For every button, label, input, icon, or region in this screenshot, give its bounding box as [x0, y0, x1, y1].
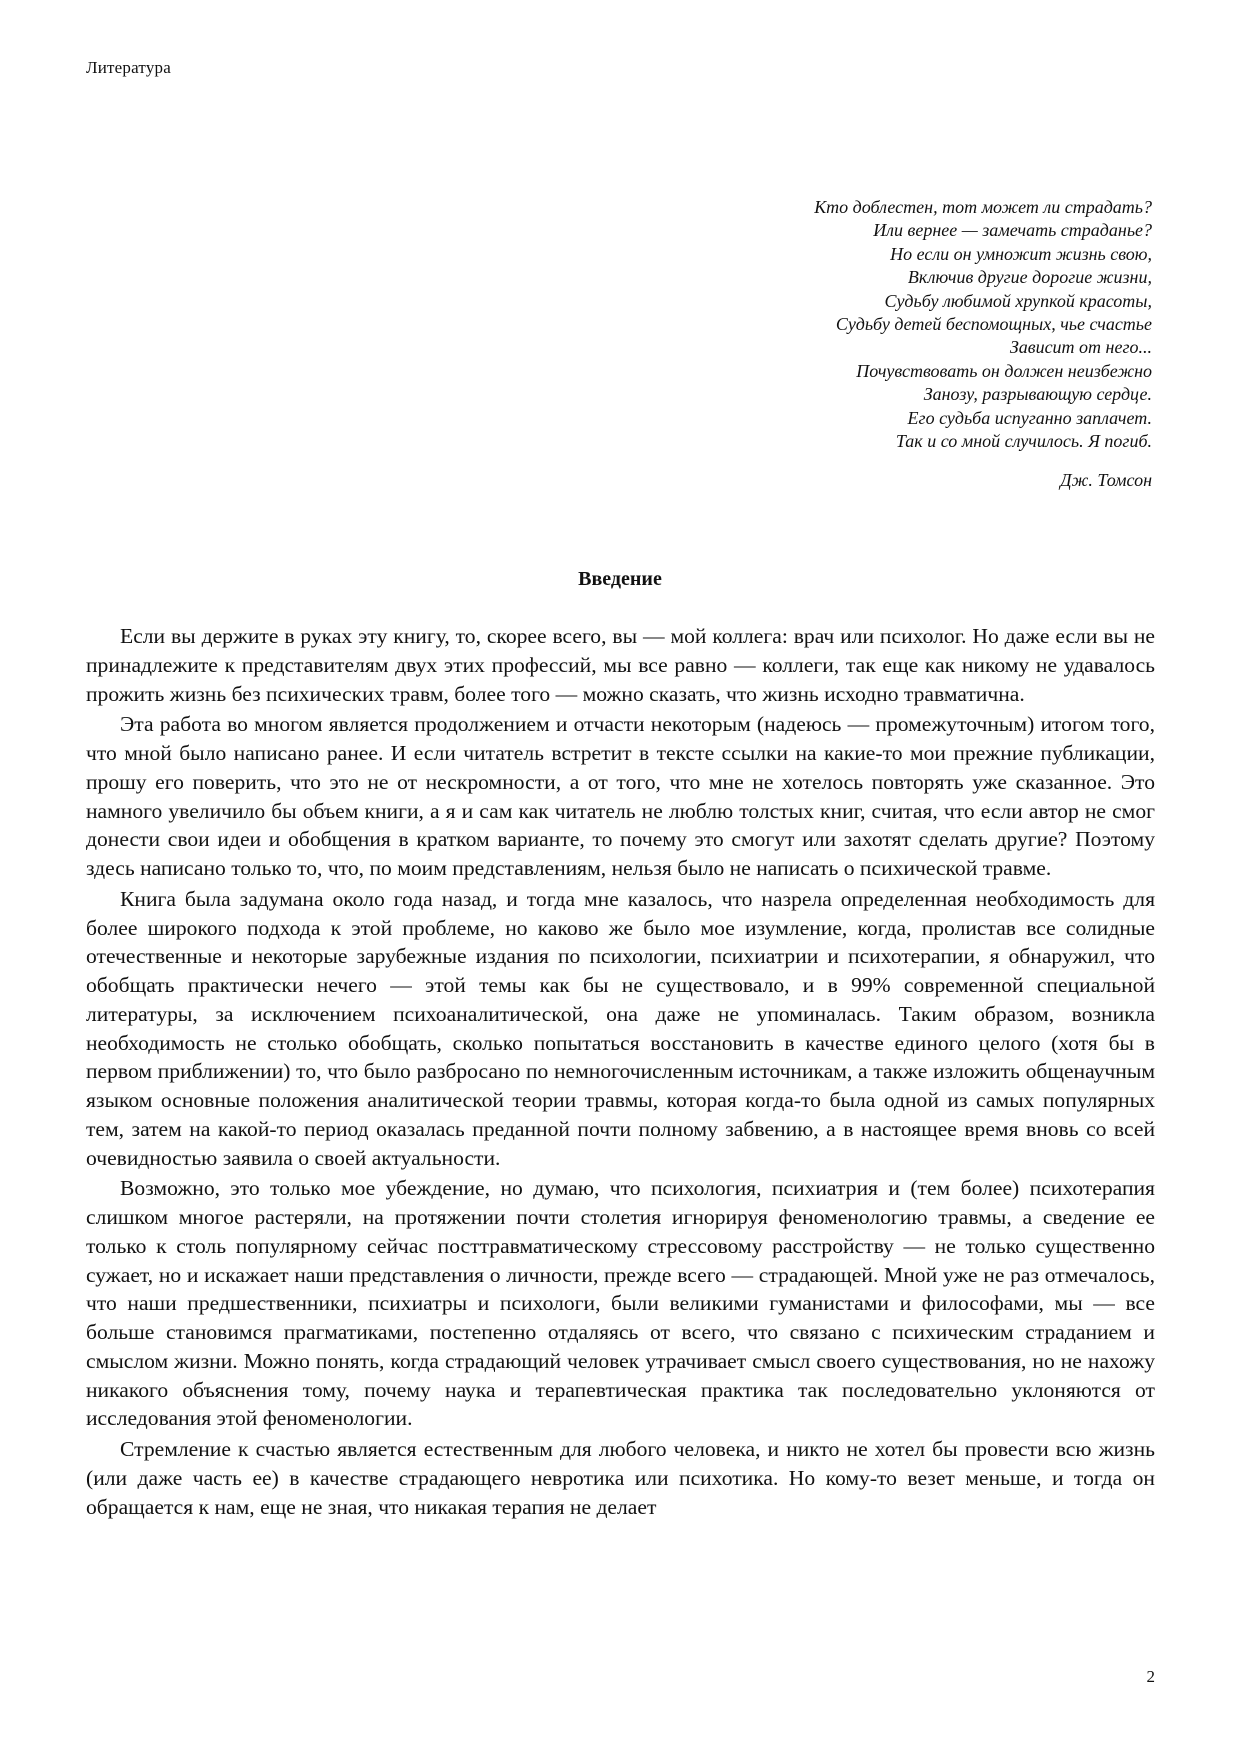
epigraph-line: Кто доблестен, тот может ли страдать? [814, 197, 1152, 217]
page-number: 2 [1146, 1667, 1155, 1686]
paragraph: Книга была задумана около года назад, и тогда мне казалось, что назрела определенная необходимость для более широкого подхода к этой проблеме, но каково же было мое изумление, когда, пролистав все солидные отечественные и некоторые зарубежные издания по психологии, психиатрии и психотерапии, я обнаружил, что обобщать практически нечего — этой темы как бы не существовало, и в 99% современной специальной литературы, за исключением психоаналитической, она даже не упоминалась. Таким образом, возникла необходимость не столько обобщать, сколько попытаться восстановить в качестве единого целого (хотя бы в первом приближении) то, что было разбросано по немногочисленным источникам, а также изложить общенаучным языком основные положения аналитической теории травмы, которая когда-то была одной из самых популярных тем, затем на какой-то период оказалась преданной почти полному забвению, а в настоящее время вновь со всей очевидностью заявила о своей актуальности. [86, 886, 1155, 1170]
epigraph-line: Почувствовать он должен неизбежно [856, 360, 1152, 381]
epigraph-line: Или вернее — замечать страданье? [873, 220, 1152, 241]
epigraph-line: Так и со мной случилось. Я погиб. [895, 431, 1152, 452]
paragraph: Стремление к счастью является естественным для любого человека, и никто не хотел бы провести всю жизнь (или даже часть ее) в качестве страдающего невротика или психотика. Но кому-то везет меньше, и тогда он обращается к нам, еще не зная, что никакая терапия не делает [86, 1437, 1155, 1519]
epigraph-line: Но если он умножит жизнь свою, [890, 243, 1152, 264]
epigraph-line: Зависит от него... [1009, 337, 1152, 358]
epigraph-line: Судьбу детей беспомощных, чье счастье [835, 314, 1152, 335]
paragraph: Если вы держите в руках эту книгу, то, скорее всего, вы — мой коллега: врач или психолог. Но даже если вы не принадлежите к представителям двух этих профессий, мы все равно — коллеги, так еще как никому не удавалось прожить жизнь без психических травм, более того — можно сказать, что жизнь исходно травматична. [86, 624, 1155, 706]
epigraph-line: Судьбу любимой хрупкой красоты, [884, 290, 1152, 311]
paragraph: Возможно, это только мое убеждение, но думаю, что психология, психиатрия и (тем более) психотерапия слишком многое растеряли, на протяжении почти столетия игнорируя феноменологию травмы, а сведение ее только к столь популярному сейчас посттравматическому стрессовому расстройству — не только существенно сужает, но и искажает наши представления о личности, прежде всего — страдающей. Мной уже не раз отмечалось, что наши предшественники, психиатры и психологи, были великими гуманистами и философами, мы — все больше становимся прагматиками, постепенно отдаляясь от всего, что связано с психическим страданием и смыслом жизни. Можно понять, когда страдающий человек утрачивает смысл своего существования, но не нахожу никакого объяснения тому, почему наука и терапевтическая практика так последовательно уклоняются от исследования этой феноменологии. [86, 1176, 1155, 1431]
epigraph-line: Занозу, разрывающую сердце. [923, 384, 1152, 405]
epigraph [814, 196, 1152, 493]
section-title: Введение [578, 568, 662, 590]
body-text [86, 622, 1155, 1523]
epigraph-author: Дж. Томсон [1060, 470, 1152, 491]
epigraph-line: Включив другие дорогие жизни, [907, 267, 1152, 288]
epigraph-line: Его судьба испуганно заплачет. [907, 407, 1152, 428]
running-header: Литература [86, 58, 171, 77]
paragraph: Эта работа во многом является продолжением и отчасти некоторым (надеюсь — промежуточным) итогом того, что мной было написано ранее. И если читатель встретит в тексте ссылки на какие-то мои прежние публикации, прошу его поверить, что это не от нескромности, а от того, что мне не хотелось повторять уже сказанное. Это намного увеличило бы объем книги, а я и сам как читатель не люблю толстых книг, считая, что если автор не смог донести свои идеи и обобщения в кратком варианте, то почему это смогут или захотят сделать другие? Поэтому здесь написано только то, что, по моим представлениям, нельзя было не написать о психической травме. [86, 712, 1155, 880]
